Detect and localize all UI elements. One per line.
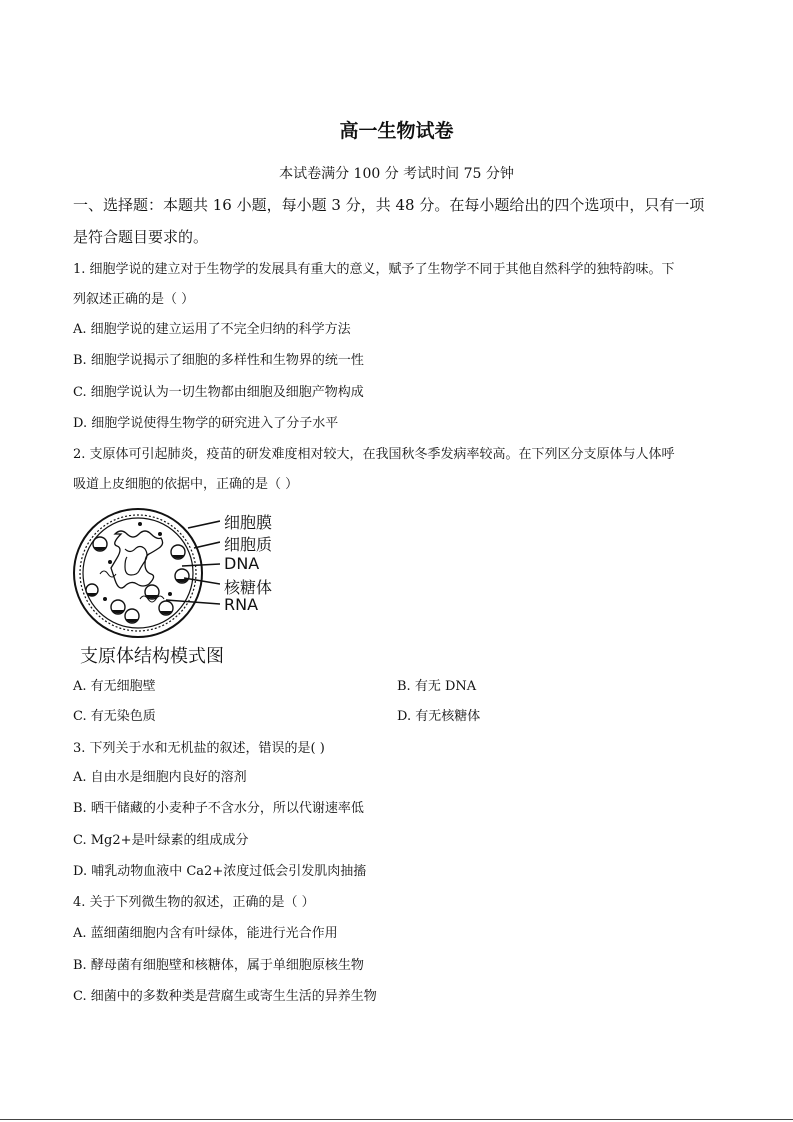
q1-option-a: A. 细胞学说的建立运用了不完全归纳的科学方法 [73,322,351,337]
q4-option-c: C. 细菌中的多数种类是营腐生或寄生生活的异养生物 [73,989,377,1004]
q3-option-b: B. 晒干储藏的小麦种子不含水分，所以代谢速率低 [73,801,364,816]
q2-option-c: C. 有无染色质 [73,709,156,724]
q3-option-d: D. 哺乳动物血液中 Ca2+浓度过低会引发肌肉抽搐 [73,864,367,879]
q2-option-d: D. 有无核糖体 [397,709,481,724]
mycoplasma-structure-figure [70,504,290,640]
figure-label-dna: DNA [224,554,260,573]
figure-caption: 支原体结构模式图 [80,646,224,667]
q1-option-b: B. 细胞学说揭示了细胞的多样性和生物界的统一性 [73,353,364,368]
page-bottom-rule [0,1119,793,1120]
section-instruction-line2: 是符合题目要求的。 [73,228,209,246]
q1-stem-line2: 列叙述正确的是（ ） [73,292,195,307]
exam-info: 本试卷满分 100 分 考试时间 75 分钟 [279,166,514,182]
page-title: 高一生物试卷 [339,120,454,142]
q3-option-a: A. 自由水是细胞内良好的溶剂 [73,770,247,785]
q3-option-c: C. Mg2+是叶绿素的组成成分 [73,833,249,848]
mycoplasma-cell-diagram [70,504,220,640]
q3-stem: 3. 下列关于水和无机盐的叙述，错误的是( ) [73,741,325,756]
q2-option-b: B. 有无 DNA [397,679,477,694]
q1-option-d: D. 细胞学说使得生物学的研究进入了分子水平 [73,416,339,431]
figure-label-ribosome: 核糖体 [224,578,273,597]
q2-option-a: A. 有无细胞壁 [73,679,156,694]
q2-stem-line1: 2. 支原体可引起肺炎，疫苗的研发难度相对较大，在我国秋冬季发病率较高。在下列区分支原体与人体呼 [73,447,675,462]
section-instruction-line1: 一、选择题：本题共 16 小题，每小题 3 分，共 48 分。在每小题给出的四个选项中，只有一项 [73,196,705,214]
q2-stem-line2: 吸道上皮细胞的依据中，正确的是（ ） [73,477,299,492]
q4-option-b: B. 酵母菌有细胞壁和核糖体，属于单细胞原核生物 [73,958,364,973]
q1-stem-line1: 1. 细胞学说的建立对于生物学的发展具有重大的意义，赋予了生物学不同于其他自然科学的独特韵味。下 [73,262,675,277]
figure-label-cell-membrane: 细胞膜 [224,513,273,532]
figure-label-rna: RNA [224,595,259,614]
q1-option-c: C. 细胞学说认为一切生物都由细胞及细胞产物构成 [73,385,364,400]
q4-option-a: A. 蓝细菌细胞内含有叶绿体，能进行光合作用 [73,926,338,941]
figure-label-cytoplasm: 细胞质 [224,535,273,554]
q4-stem: 4. 关于下列微生物的叙述，正确的是（ ） [73,895,315,910]
